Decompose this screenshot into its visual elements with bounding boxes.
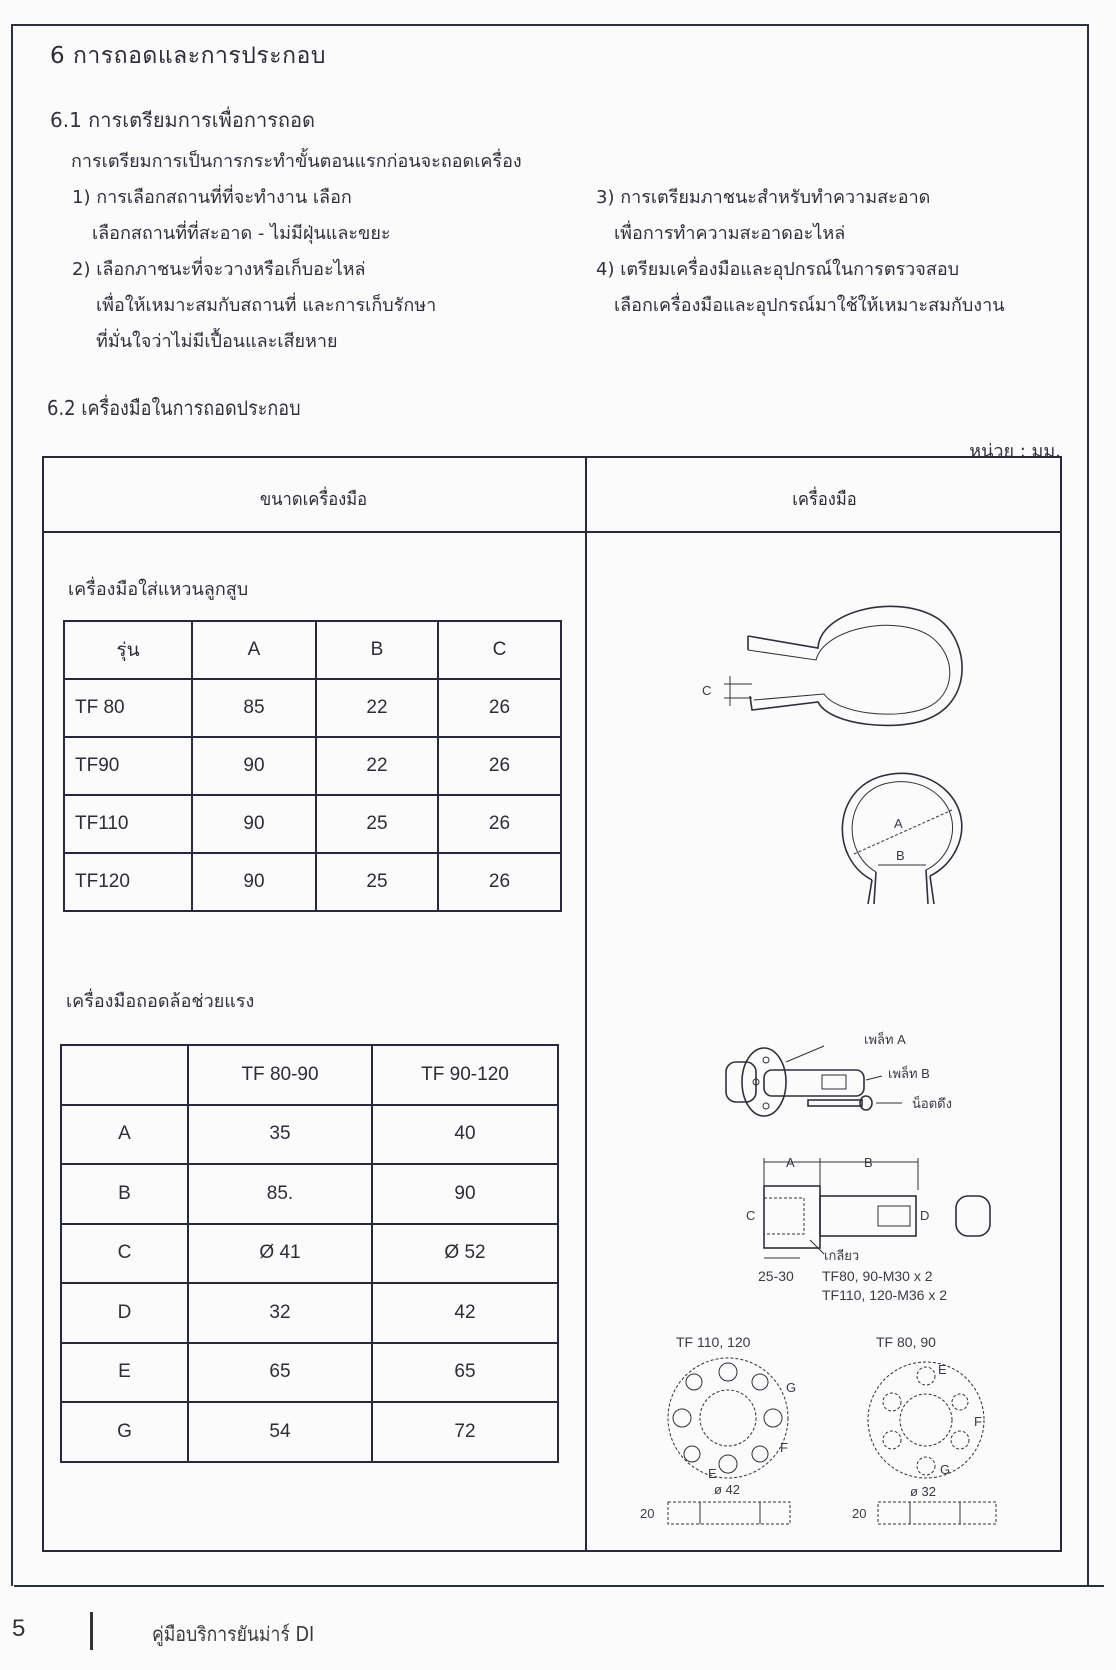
value-cell: 35 bbox=[188, 1105, 372, 1165]
table-row bbox=[64, 679, 561, 737]
column-header-tool-size: ขนาดเครื่องมือ bbox=[259, 489, 368, 510]
value-cell: 25 bbox=[316, 853, 438, 911]
dimension-cell: E bbox=[61, 1343, 188, 1403]
ring-leg-left bbox=[868, 872, 876, 904]
value-cell: 85. bbox=[188, 1164, 372, 1224]
model-cell: TF90 bbox=[64, 737, 192, 795]
header-cell: TF 90-120 bbox=[372, 1045, 558, 1105]
table-row bbox=[61, 1283, 558, 1343]
label-plate-b: เพล็ท B bbox=[888, 1066, 930, 1081]
header-cell: รุ่น bbox=[64, 621, 192, 679]
plate-b-shaft bbox=[820, 1196, 916, 1236]
flywheel-puller-assembly-drawing bbox=[724, 1020, 994, 1130]
table-row bbox=[64, 795, 561, 853]
value-cell: 72 bbox=[372, 1402, 558, 1462]
value-cell: 40 bbox=[372, 1105, 558, 1165]
table-header-row bbox=[61, 1045, 558, 1105]
unit-label: หน่วย : มม. bbox=[969, 441, 1061, 462]
item-1-heading: 1) การเลือกสถานที่ที่จะทำงาน เลือก bbox=[72, 187, 352, 208]
ring-label-a: A bbox=[894, 816, 903, 831]
table-row bbox=[61, 1105, 558, 1165]
header-cell: A bbox=[192, 621, 316, 679]
table-row bbox=[64, 737, 561, 795]
dim-label-d: D bbox=[920, 1208, 930, 1223]
column-header-tool: เครื่องมือ bbox=[792, 489, 857, 510]
tools-table-column-divider bbox=[585, 456, 587, 1552]
plate-small-label-g: G bbox=[940, 1462, 951, 1477]
value-cell: Ø 41 bbox=[188, 1224, 372, 1284]
value-cell: 90 bbox=[192, 853, 316, 911]
flywheel-puller-table bbox=[60, 1044, 559, 1463]
dimension-cell: G bbox=[61, 1402, 188, 1462]
intro-text: การเตรียมการเป็นการกระทำขั้นตอนแรกก่อนจะถอดเครื่อง bbox=[71, 151, 522, 172]
value-cell: 85 bbox=[192, 679, 316, 737]
book-title: คู่มือบริการยันม่าร์ DI bbox=[152, 1622, 315, 1646]
header-cell: C bbox=[438, 621, 561, 679]
plate-small-label-e: E bbox=[938, 1362, 947, 1377]
section-title: 6 การถอดและการประกอบ bbox=[50, 43, 326, 69]
label-spec-2: TF110, 120-M36 x 2 bbox=[822, 1287, 948, 1303]
clip-label-c: C bbox=[702, 683, 712, 698]
value-cell: 26 bbox=[438, 795, 561, 853]
model-cell: TF120 bbox=[64, 853, 192, 911]
clip-outline-inner bbox=[748, 625, 950, 714]
page-number: 5 bbox=[12, 1615, 26, 1642]
label-thread: เกลียว bbox=[824, 1248, 860, 1263]
dim-label-c: C bbox=[746, 1208, 756, 1223]
footer-rule bbox=[14, 1585, 1104, 1587]
plate-large-thickness: 20 bbox=[640, 1506, 655, 1521]
dimension-cell: D bbox=[61, 1283, 188, 1343]
value-cell: 25 bbox=[316, 795, 438, 853]
item-2-line: เพื่อให้เหมาะสมกับสถานที่ และการเก็บรักษา bbox=[96, 295, 437, 316]
plate-large-dia: ø 42 bbox=[714, 1482, 741, 1497]
table-row bbox=[64, 853, 561, 911]
item-2-heading: 2) เลือกภาชนะที่จะวางหรือเก็บอะไหล่ bbox=[72, 259, 366, 280]
header-cell: TF 80-90 bbox=[188, 1045, 372, 1105]
value-cell: 90 bbox=[192, 737, 316, 795]
plate-large-label-e: E bbox=[708, 1466, 717, 1481]
dimension-cell: B bbox=[61, 1164, 188, 1224]
item-2-line: ที่มั่นใจว่าไม่มีเปื้อนและเสียหาย bbox=[96, 331, 338, 352]
plate-small-dia: ø 32 bbox=[910, 1484, 937, 1499]
plate-b-dimension-drawing bbox=[740, 1150, 1010, 1263]
ring-label-b: B bbox=[896, 848, 905, 863]
piston-ring-drawing bbox=[838, 770, 968, 910]
model-cell: TF110 bbox=[64, 795, 192, 853]
header-cell bbox=[61, 1045, 188, 1105]
footer-divider bbox=[90, 1612, 93, 1650]
item-3-heading: 3) การเตรียมภาชนะสำหรับทำความสะอาด bbox=[596, 187, 931, 208]
plate-a-small-drawing bbox=[852, 1350, 1010, 1530]
plate-large-label-g: G bbox=[786, 1380, 797, 1395]
value-cell: 32 bbox=[188, 1283, 372, 1343]
table-header-row bbox=[64, 621, 561, 679]
tools-table-header-rule bbox=[42, 531, 1062, 533]
dim-label-b: B bbox=[864, 1155, 873, 1170]
plate-b-head bbox=[764, 1186, 820, 1248]
dim-label-a: A bbox=[786, 1155, 795, 1170]
value-cell: 42 bbox=[372, 1283, 558, 1343]
item-4-line: เลือกเครื่องมือและอุปกรณ์มาใช้ให้เหมาะสมกับงาน bbox=[614, 295, 1005, 316]
plate-large-title: TF 110, 120 bbox=[676, 1334, 751, 1350]
table-row bbox=[61, 1343, 558, 1403]
flywheel-puller-title: เครื่องมือถอดล้อช่วยแรง bbox=[66, 991, 255, 1012]
label-plate-a: เพล็ท A bbox=[864, 1032, 906, 1047]
value-cell: 90 bbox=[192, 795, 316, 853]
subsection-6-2-title: 6.2 เครื่องมือในการถอดประกอบ bbox=[47, 396, 301, 420]
value-cell: 65 bbox=[188, 1343, 372, 1403]
value-cell: 22 bbox=[316, 679, 438, 737]
value-cell: 22 bbox=[316, 737, 438, 795]
hub bbox=[726, 1062, 756, 1102]
value-cell: 54 bbox=[188, 1402, 372, 1462]
plate-large-label-f: F bbox=[780, 1440, 788, 1455]
plate-small-label-f: F bbox=[974, 1414, 982, 1429]
label-range: 25-30 bbox=[758, 1268, 794, 1284]
header-cell: B bbox=[316, 621, 438, 679]
value-cell: 65 bbox=[372, 1343, 558, 1403]
item-4-heading: 4) เตรียมเครื่องมือและอุปกรณ์ในการตรวจสอบ bbox=[596, 259, 960, 280]
plate-a-large-drawing bbox=[640, 1350, 810, 1530]
plate-small-thickness: 20 bbox=[852, 1506, 867, 1521]
item-1-line: เลือกสถานที่ที่สะอาด - ไม่มีฝุ่นและขยะ bbox=[92, 223, 391, 244]
value-cell: 90 bbox=[372, 1164, 558, 1224]
piston-ring-tool-table bbox=[63, 620, 562, 912]
subsection-6-1-title: 6.1 การเตรียมการเพื่อการถอด bbox=[50, 108, 316, 132]
model-cell: TF 80 bbox=[64, 679, 192, 737]
table-row bbox=[61, 1402, 558, 1462]
dimension-cell: A bbox=[61, 1105, 188, 1165]
dimension-cell: C bbox=[61, 1224, 188, 1284]
plate-b bbox=[764, 1070, 864, 1096]
table-row bbox=[61, 1164, 558, 1224]
piston-ring-tool-title: เครื่องมือใส่แหวนลูกสูบ bbox=[68, 579, 249, 600]
value-cell: 26 bbox=[438, 853, 561, 911]
clip-outline-outer bbox=[748, 606, 962, 725]
piston-ring-tool-clip-drawing bbox=[700, 600, 960, 750]
table-row bbox=[61, 1224, 558, 1284]
value-cell: 26 bbox=[438, 737, 561, 795]
label-bolt: น็อตดึง bbox=[912, 1096, 952, 1111]
plate-small-outline bbox=[868, 1362, 984, 1478]
value-cell: 26 bbox=[438, 679, 561, 737]
item-3-line: เพื่อการทำความสะอาดอะไหล่ bbox=[614, 223, 846, 244]
plate-small-title: TF 80, 90 bbox=[876, 1334, 936, 1350]
label-spec-1: TF80, 90-M30 x 2 bbox=[822, 1268, 933, 1284]
value-cell: Ø 52 bbox=[372, 1224, 558, 1284]
bolt bbox=[808, 1100, 862, 1106]
